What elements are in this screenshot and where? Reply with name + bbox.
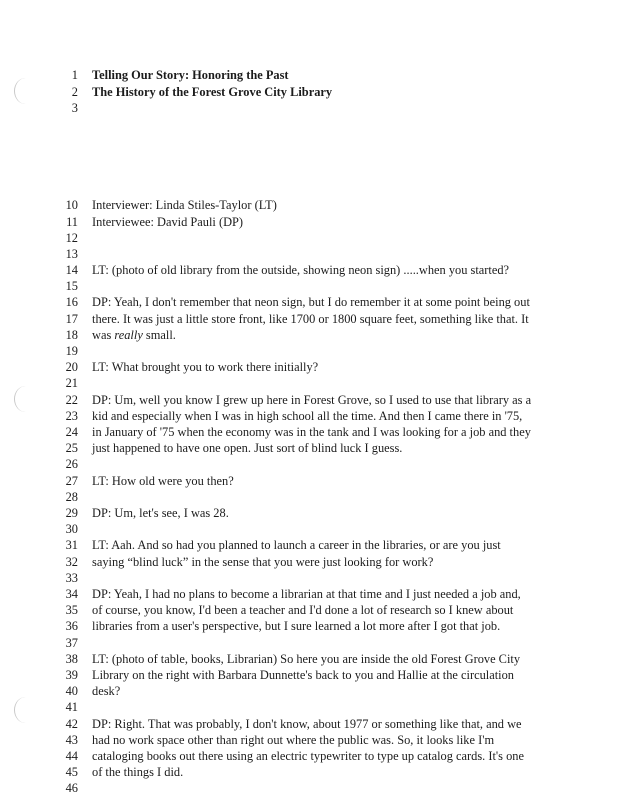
line-number: 39 bbox=[65, 668, 78, 682]
line-text: there. It was just a little store front, like 1700 or 1800 square feet, something like that. It bbox=[92, 312, 529, 326]
line-number: 26 bbox=[65, 457, 78, 471]
line-number: 40 bbox=[65, 684, 78, 698]
punch-hole-mark bbox=[14, 386, 37, 412]
line-number: 18 bbox=[65, 328, 78, 342]
line-number: 15 bbox=[65, 279, 78, 293]
line-text: DP: Yeah, I had no plans to become a librarian at that time and I just needed a job and, bbox=[92, 587, 521, 601]
line-number: 10 bbox=[65, 198, 78, 212]
line-number: 12 bbox=[65, 231, 78, 245]
punch-hole-mark bbox=[14, 78, 37, 104]
line-number: 38 bbox=[65, 652, 78, 666]
line-number: 16 bbox=[65, 295, 78, 309]
line-number: 13 bbox=[65, 247, 78, 261]
line-number: 44 bbox=[65, 749, 78, 763]
line-text: Interviewer: Linda Stiles-Taylor (LT) bbox=[92, 198, 277, 212]
line-text: LT: (photo of old library from the outside, showing neon sign) .....when you started? bbox=[92, 263, 510, 277]
line-text: had no work space other than right out where the public was. So, it looks like I'm bbox=[92, 733, 495, 747]
line-number: 34 bbox=[65, 587, 78, 601]
line-text: DP: Um, well you know I grew up here in Forest Grove, so I used to use that library as a bbox=[92, 393, 532, 407]
line-text: saying “blind luck” in the sense that you were just looking for work? bbox=[92, 555, 434, 569]
line-text: just happened to have one open. Just sort of blind luck I guess. bbox=[92, 441, 403, 455]
line-text: kid and especially when I was in high school all the time. And then I came there in '75, bbox=[92, 409, 523, 423]
line-number: 1 bbox=[71, 68, 78, 82]
line-number: 43 bbox=[65, 733, 78, 747]
punch-hole-mark bbox=[14, 697, 37, 723]
line-number: 41 bbox=[65, 700, 78, 714]
document-title: The History of the Forest Grove City Library bbox=[92, 85, 333, 99]
line-text: was really small. bbox=[92, 328, 176, 342]
line-number: 35 bbox=[65, 603, 78, 617]
line-text: desk? bbox=[92, 684, 121, 698]
line-number: 21 bbox=[65, 376, 78, 390]
line-number: 19 bbox=[65, 344, 78, 358]
line-text: LT: What brought you to work there initially? bbox=[92, 360, 319, 374]
line-text: of course, you know, I'd been a teacher and I'd done a lot of research so I knew about bbox=[92, 603, 514, 617]
line-number: 20 bbox=[65, 360, 78, 374]
line-number: 28 bbox=[65, 490, 78, 504]
line-text: in January of '75 when the economy was in the tank and I was looking for a job and they bbox=[92, 425, 531, 439]
line-text: libraries from a user's perspective, but I sure learned a lot more after I got that job. bbox=[92, 619, 501, 633]
line-text: Interviewee: David Pauli (DP) bbox=[92, 215, 244, 229]
line-text: LT: (photo of table, books, Librarian) So here you are inside the old Forest Grove City bbox=[92, 652, 521, 666]
line-number: 2 bbox=[71, 85, 78, 99]
line-number: 32 bbox=[65, 555, 78, 569]
line-number: 42 bbox=[65, 717, 78, 731]
line-number: 46 bbox=[65, 781, 78, 795]
line-text: DP: Right. That was probably, I don't know, about 1977 or something like that, and we bbox=[92, 717, 522, 731]
line-number: 30 bbox=[65, 522, 78, 536]
line-text: of the things I did. bbox=[92, 765, 184, 779]
line-number: 31 bbox=[65, 538, 78, 552]
line-number: 11 bbox=[66, 215, 78, 229]
line-number: 14 bbox=[65, 263, 78, 277]
line-number: 23 bbox=[65, 409, 78, 423]
line-number: 37 bbox=[65, 636, 78, 650]
line-text: LT: Aah. And so had you planned to launch a career in the libraries, or are you just bbox=[92, 538, 501, 552]
line-text: Library on the right with Barbara Dunnette's back to you and Hallie at the circulation bbox=[92, 668, 515, 682]
line-text: LT: How old were you then? bbox=[92, 474, 234, 488]
line-number: 25 bbox=[65, 441, 78, 455]
line-text: DP: Um, let's see, I was 28. bbox=[92, 506, 229, 520]
line-number: 22 bbox=[65, 393, 78, 407]
line-number: 27 bbox=[65, 474, 78, 488]
line-number: 45 bbox=[65, 765, 78, 779]
line-number: 17 bbox=[65, 312, 78, 326]
line-text: cataloging books out there using an electric typewriter to type up catalog cards. It's one bbox=[92, 749, 524, 763]
line-text: DP: Yeah, I don't remember that neon sign, but I do remember it at some point being out bbox=[92, 295, 530, 309]
document-title: Telling Our Story: Honoring the Past bbox=[92, 68, 289, 82]
line-number: 3 bbox=[71, 101, 78, 115]
line-number: 29 bbox=[65, 506, 78, 520]
line-number: 36 bbox=[65, 619, 78, 633]
line-number: 24 bbox=[65, 425, 78, 439]
emphasis-text: really bbox=[114, 328, 143, 342]
line-number: 33 bbox=[65, 571, 78, 585]
